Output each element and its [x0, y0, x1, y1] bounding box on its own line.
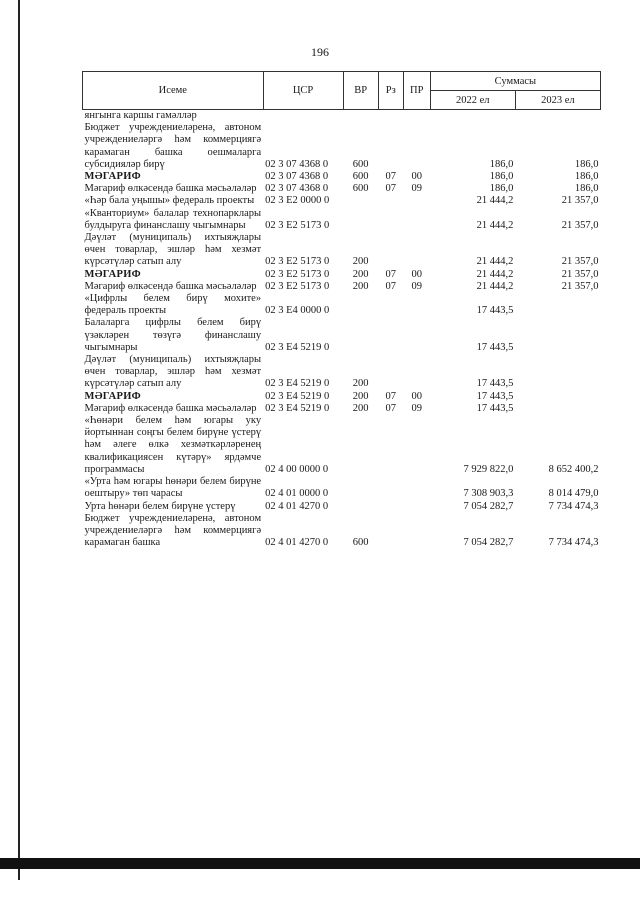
- row-pr: [403, 208, 430, 232]
- row-rz: 07: [385, 183, 397, 195]
- row-csr: 02 3 E2 5173 0: [265, 219, 330, 231]
- row-rz: [378, 513, 403, 550]
- row-name: Урта һөнәри белем бирүне үстерү: [84, 500, 236, 512]
- row-sum-2022: 7 054 282,7: [463, 500, 514, 512]
- row-sum-2023: 21 357,0: [561, 280, 599, 292]
- row-sum-2023: [515, 354, 600, 391]
- row-pr: 00: [411, 390, 422, 402]
- table-row: [83, 476, 601, 500]
- row-sum-2023: 21 357,0: [561, 195, 599, 207]
- row-sum-2023: 21 357,0: [561, 219, 599, 231]
- row-sum-2022: 7 054 282,7: [463, 537, 514, 549]
- row-name: Бюджет учреждениеләренә, автоном учреждениеләргә һәм коммерциягә карамаган башка: [84, 512, 262, 549]
- table-row: [83, 208, 601, 232]
- row-pr: [403, 513, 430, 550]
- row-rz: [378, 501, 403, 513]
- row-csr: 02 4 01 4270 0: [265, 537, 329, 549]
- row-name: «Урта һәм югары һөнәри белем бирүне оештыру» төп чарасы: [84, 476, 262, 500]
- row-csr: 02 3 07 4368 0: [265, 171, 329, 183]
- row-sum-2022: [430, 110, 515, 123]
- row-pr: 00: [411, 268, 422, 280]
- table-row: [83, 232, 601, 269]
- row-csr: [263, 110, 343, 123]
- table-row: [83, 110, 601, 123]
- row-pr: 09: [411, 183, 422, 195]
- row-sum-2022: 186,0: [489, 183, 514, 195]
- header-pr: ПР: [403, 72, 430, 110]
- table-body: [83, 110, 601, 550]
- row-pr: 09: [411, 402, 422, 414]
- row-vr: [343, 208, 378, 232]
- row-name: Дәүләт (муниципаль) ихтыяҗлары өчен товарлар, эшләр һәм хезмәт күрсәтүләр сатып алу: [84, 354, 262, 390]
- table-row: [83, 171, 601, 183]
- row-sum-2022: 17 443,5: [476, 390, 514, 402]
- row-vr: 600: [352, 158, 369, 170]
- row-pr: 09: [411, 280, 422, 292]
- row-name: Балаларга цифрлы белем бирү үзәкләрен төзүгә финанслашу чыгымнары: [84, 317, 262, 353]
- table-row: [83, 293, 601, 317]
- row-vr: 600: [352, 183, 369, 195]
- row-sum-2022: 21 444,2: [476, 280, 514, 292]
- table-row: [83, 317, 601, 354]
- row-pr: [403, 122, 430, 171]
- row-sum-2022: 7 308 903,3: [463, 488, 514, 500]
- page-number: 196: [311, 45, 329, 59]
- row-sum-2022: 21 444,2: [476, 195, 514, 207]
- row-rz: [378, 476, 403, 500]
- row-rz: [378, 354, 403, 391]
- row-sum-2023: [515, 403, 600, 415]
- row-pr: [403, 415, 430, 476]
- row-pr: [403, 110, 430, 123]
- row-rz: [378, 232, 403, 269]
- row-csr: 02 3 E4 0000 0: [265, 305, 330, 317]
- row-csr: 02 3 E4 5219 0: [265, 402, 330, 414]
- page-left-border: [18, 0, 20, 880]
- row-csr: 02 3 E4 5219 0: [265, 341, 330, 353]
- row-sum-2023: 7 734 474,3: [548, 500, 599, 512]
- row-csr: 02 3 E4 5219 0: [265, 378, 330, 390]
- row-sum-2022: 7 929 822,0: [463, 463, 514, 475]
- row-sum-2022: 21 444,2: [476, 219, 514, 231]
- row-csr: 02 4 01 0000 0: [265, 488, 329, 500]
- row-rz: [378, 415, 403, 476]
- header-name: Исеме: [83, 72, 264, 110]
- row-sum-2023: 186,0: [574, 171, 599, 183]
- row-name: Дәүләт (муниципаль) ихтыяҗлары өчен товарлар, эшләр һәм хезмәт күрсәтүләр сатып алу: [84, 232, 262, 268]
- row-vr: [343, 293, 378, 317]
- row-sum-2023: [515, 391, 600, 403]
- row-sum-2022: 17 443,5: [476, 305, 514, 317]
- row-pr: [403, 232, 430, 269]
- row-pr: [403, 354, 430, 391]
- table-row: [83, 281, 601, 293]
- row-vr: 200: [352, 402, 369, 414]
- row-sum-2022: 17 443,5: [476, 341, 514, 353]
- row-vr: [343, 110, 378, 123]
- row-csr: 02 3 E2 0000 0: [265, 195, 330, 207]
- row-rz: 07: [385, 390, 397, 402]
- row-csr: 02 3 E2 5173 0: [265, 280, 330, 292]
- row-sum-2022: 17 443,5: [476, 378, 514, 390]
- row-rz: [378, 122, 403, 171]
- row-name: МӘГАРИФ: [84, 171, 141, 183]
- header-sums: Суммасы: [430, 72, 600, 91]
- row-sum-2023: [515, 293, 600, 317]
- row-csr: 02 3 07 4368 0: [265, 183, 329, 195]
- row-vr: [343, 195, 378, 207]
- row-rz: 07: [385, 402, 397, 414]
- row-vr: 200: [352, 280, 369, 292]
- row-csr: 02 4 00 0000 0: [265, 463, 329, 475]
- table-row: [83, 415, 601, 476]
- row-sum-2023: 21 357,0: [561, 268, 599, 280]
- row-vr: 200: [352, 268, 369, 280]
- table-row: [83, 183, 601, 195]
- row-vr: 200: [352, 390, 369, 402]
- row-sum-2022: 21 444,2: [476, 268, 514, 280]
- table-row: [83, 391, 601, 403]
- row-pr: 00: [411, 171, 422, 183]
- row-name: «Цифрлы белем бирү мохите» федераль проекты: [84, 293, 262, 317]
- table-row: [83, 269, 601, 281]
- row-sum-2022: 17 443,5: [476, 402, 514, 414]
- row-csr: 02 3 E4 5219 0: [265, 390, 330, 402]
- row-sum-2022: 21 444,2: [476, 256, 514, 268]
- table-row: [83, 122, 601, 171]
- row-csr: 02 4 01 4270 0: [265, 500, 329, 512]
- row-vr: [343, 317, 378, 354]
- row-rz: 07: [385, 171, 397, 183]
- row-name: Мәгариф өлкәсендә башка мәсьәләләр: [84, 280, 257, 292]
- header-vr: ВР: [343, 72, 378, 110]
- header-rz: Рз: [378, 72, 403, 110]
- row-vr: [343, 476, 378, 500]
- row-sum-2023: 8 014 479,0: [548, 488, 599, 500]
- row-name: янгынга каршы гамәлләр: [84, 110, 197, 121]
- table-row: [83, 195, 601, 207]
- row-pr: [403, 476, 430, 500]
- header-csr: ЦСР: [263, 72, 343, 110]
- row-name: МӘГАРИФ: [84, 268, 141, 280]
- row-sum-2023: 186,0: [574, 183, 599, 195]
- row-pr: [403, 293, 430, 317]
- row-csr: 02 3 07 4368 0: [265, 158, 329, 170]
- row-name: «Һәр бала уңышы» федераль проекты: [84, 195, 255, 207]
- row-sum-2023: [515, 317, 600, 354]
- row-vr: 600: [352, 537, 369, 549]
- row-vr: [343, 501, 378, 513]
- row-rz: [378, 317, 403, 354]
- row-vr: 200: [352, 378, 369, 390]
- row-name: Бюджет учреждениеләренә, автоном учреждениеләргә һәм коммерциягә карамаган башка оешмаларга субсидияләр бирү: [84, 122, 262, 170]
- row-sum-2023: 21 357,0: [561, 256, 599, 268]
- row-name: МӘГАРИФ: [84, 390, 141, 402]
- row-pr: [403, 317, 430, 354]
- budget-table: [82, 71, 601, 549]
- header-year-2023: 2023 ел: [515, 91, 600, 110]
- table-row: [83, 354, 601, 391]
- row-csr: 02 3 E2 5173 0: [265, 256, 330, 268]
- row-rz: [378, 110, 403, 123]
- row-rz: [378, 293, 403, 317]
- row-csr: 02 3 E2 5173 0: [265, 268, 330, 280]
- row-pr: [403, 501, 430, 513]
- row-name: Мәгариф өлкәсендә башка мәсьәләләр: [84, 402, 257, 414]
- row-pr: [403, 195, 430, 207]
- row-sum-2023: 8 652 400,2: [548, 463, 599, 475]
- row-sum-2022: 186,0: [489, 158, 514, 170]
- row-name: «Кванториум» балалар технопарклары булдыруга финанслашу чыгымнары: [84, 207, 262, 231]
- row-rz: [378, 195, 403, 207]
- row-sum-2023: [515, 110, 600, 123]
- table-row: [83, 403, 601, 415]
- row-rz: 07: [385, 280, 397, 292]
- row-rz: 07: [385, 268, 397, 280]
- row-vr: 200: [352, 256, 369, 268]
- table-row: [83, 513, 601, 550]
- row-vr: 600: [352, 171, 369, 183]
- row-sum-2022: 186,0: [489, 171, 514, 183]
- row-sum-2023: 186,0: [574, 158, 599, 170]
- row-name: Мәгариф өлкәсендә башка мәсьәләләр: [84, 183, 257, 195]
- row-name: «Һөнәри белем һәм югары уку йортыннан соңгы белем бирүне үстерү һәм әлеге өлкә хезмәткәрләренең квалификациясен күтәрү» ярдәмче программасы: [84, 415, 262, 475]
- row-vr: [343, 415, 378, 476]
- row-sum-2023: 7 734 474,3: [548, 537, 599, 549]
- row-rz: [378, 208, 403, 232]
- scan-bottom-edge: [0, 858, 640, 869]
- table-row: [83, 501, 601, 513]
- header-year-2022: 2022 ел: [430, 91, 515, 110]
